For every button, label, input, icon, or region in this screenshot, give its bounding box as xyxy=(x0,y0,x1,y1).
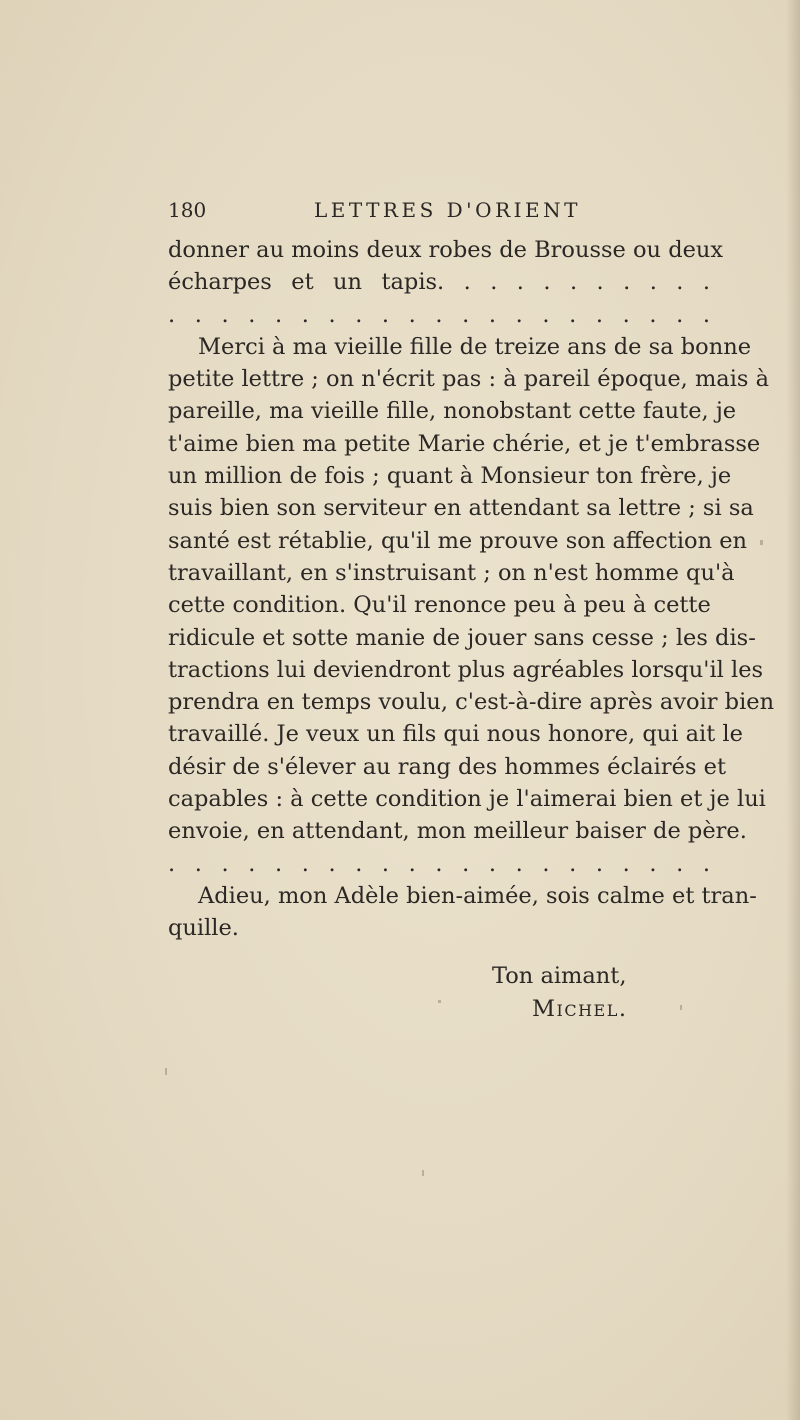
paper-speck xyxy=(422,1170,424,1176)
text-line: écharpes et un tapis. . . . . . . . . . . xyxy=(168,269,710,296)
text-line: suis bien son serviteur en attendant sa lettre ; si sa xyxy=(168,495,754,522)
text-line: prendra en temps voulu, c'est-à-dire après avoir bien xyxy=(168,689,775,716)
paper-speck xyxy=(165,1068,167,1075)
closing-phrase: Ton aimant, xyxy=(492,963,627,989)
text-line: donner au moins deux robes de Brousse ou deux xyxy=(168,237,724,263)
text-line: travaillé. Je veux un fils qui nous honore, qui ait le xyxy=(168,721,743,748)
text-line: envoie, en attendant, mon meilleur baiser de père. xyxy=(168,818,747,845)
text-line: cette condition. Qu'il renonce peu à peu à cette xyxy=(168,592,711,619)
ellipsis-row: . . . . . . . . . . . . . . . . . . . . . xyxy=(168,850,710,877)
text-line: désir de s'élever au rang des hommes éclairés et xyxy=(168,753,726,780)
text-line: travaillant, en s'instruisant ; on n'est homme qu'à xyxy=(168,559,735,586)
text-line: tractions lui deviendront plus agréables lorsqu'il les xyxy=(168,656,764,683)
text-line: capables : à cette condition je l'aimerai bien et je lui xyxy=(168,786,766,813)
page-number: 180 xyxy=(168,198,207,222)
text-line: t'aime bien ma petite Marie chérie, et je t'embrasse xyxy=(168,430,761,457)
paper-speck xyxy=(760,540,763,545)
text-line: pareille, ma vieille fille, nonobstant cette faute, je xyxy=(168,398,737,425)
signature: Michel. xyxy=(532,996,628,1022)
paper-speck xyxy=(680,1005,682,1010)
running-title: LETTRES D'ORIENT xyxy=(314,198,581,222)
ellipsis-row: . . . . . . . . . . . . . . . . . . . . . xyxy=(168,301,710,328)
page-edge-shadow xyxy=(786,0,800,1420)
text-line: Merci à ma vieille fille de treize ans de sa bonne xyxy=(198,333,752,360)
paper-speck xyxy=(438,1000,441,1003)
text-line: Adieu, mon Adèle bien-aimée, sois calme et tran- xyxy=(198,882,757,909)
text-line: ridicule et sotte manie de jouer sans cesse ; les dis- xyxy=(168,624,756,651)
text-line: santé est rétablie, qu'il me prouve son affection en xyxy=(168,527,748,554)
text-line: petite lettre ; on n'écrit pas : à pareil époque, mais à xyxy=(168,366,770,393)
text-line: un million de fois ; quant à Monsieur ton frère, je xyxy=(168,463,732,490)
text-line: quille. xyxy=(168,915,239,942)
letter-text xyxy=(168,234,775,945)
running-header xyxy=(168,198,710,230)
